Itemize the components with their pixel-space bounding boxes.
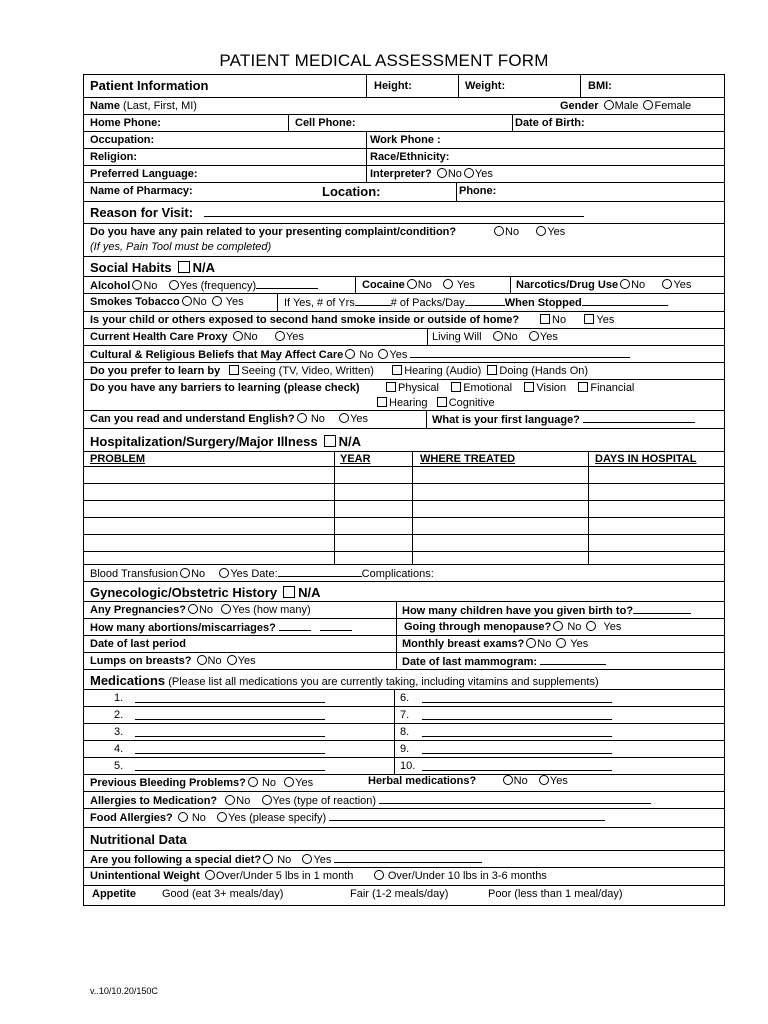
- mammogram-field[interactable]: Date of last mammogram:: [402, 655, 606, 668]
- hospital-table-row[interactable]: [84, 484, 724, 501]
- emotional-checkbox[interactable]: [451, 382, 461, 392]
- lumps-no-radio[interactable]: [197, 655, 207, 665]
- pharmacy-phone-field[interactable]: Phone:: [459, 185, 497, 197]
- transfusion-row: [84, 565, 724, 582]
- bleeding-yes-radio[interactable]: [284, 777, 294, 787]
- bleeding-field: Previous Bleeding Problems? No Yes: [90, 777, 314, 789]
- nutrition-header-row: [84, 828, 724, 851]
- tobacco-no-radio[interactable]: [182, 296, 192, 306]
- english-no-radio[interactable]: [297, 413, 307, 423]
- lumps-yes-radio[interactable]: [227, 655, 237, 665]
- second-hand-no-checkbox[interactable]: [540, 314, 550, 324]
- work-phone-field[interactable]: Work Phone :: [370, 134, 441, 146]
- hospital-table-row[interactable]: [84, 501, 724, 518]
- proxy-yes-radio[interactable]: [275, 331, 285, 341]
- diet-field: Are you following a special diet? No Yes: [90, 853, 482, 866]
- patient-info-header-row: [84, 75, 724, 98]
- interpreter-no-radio[interactable]: [437, 168, 447, 178]
- menopause-yes-radio[interactable]: [586, 621, 596, 631]
- financial-checkbox[interactable]: [578, 382, 588, 392]
- doing-checkbox[interactable]: [487, 365, 497, 375]
- english-field: Can you read and understand English? No Yes: [90, 413, 369, 425]
- bleeding-row: [84, 775, 724, 792]
- medication-input[interactable]: [135, 727, 325, 737]
- hospital-table-row[interactable]: [84, 467, 724, 484]
- proxy-no-radio[interactable]: [233, 331, 243, 341]
- cocaine-yes-radio[interactable]: [443, 279, 453, 289]
- medications-header-row: [84, 670, 724, 690]
- medication-row: [84, 758, 724, 775]
- cell-phone-field[interactable]: Cell Phone:: [295, 117, 356, 129]
- interpreter-yes-radio[interactable]: [464, 168, 474, 178]
- medication-number: 1.: [114, 692, 124, 704]
- dob-field[interactable]: Date of Birth:: [515, 117, 585, 129]
- tobacco-details[interactable]: If Yes, # of Yrs # of Packs/Day When Stopped: [284, 296, 668, 309]
- lumps-field: Lumps on breasts? No Yes: [90, 655, 256, 667]
- menopause-no-radio[interactable]: [553, 621, 563, 631]
- diet-row: [84, 851, 724, 868]
- english-row: [84, 411, 724, 429]
- second-hand-row: [84, 312, 724, 329]
- transfusion-yes-radio[interactable]: [219, 568, 229, 578]
- col-where-treated: WHERE TREATED: [420, 453, 516, 465]
- hospital-table-row[interactable]: [84, 518, 724, 535]
- reason-for-visit-input[interactable]: [204, 207, 584, 217]
- alcohol-yes-radio[interactable]: [169, 280, 179, 290]
- herbal-yes-radio[interactable]: [539, 775, 549, 785]
- alcohol-no-radio[interactable]: [132, 280, 142, 290]
- narcotics-no-radio[interactable]: [620, 279, 630, 289]
- living-will-no-radio[interactable]: [493, 331, 503, 341]
- breast-exams-no-radio[interactable]: [526, 638, 536, 648]
- col-days-in-hospital: DAYS IN HOSPITAL: [595, 453, 697, 465]
- last-period-field[interactable]: Date of last period: [90, 638, 186, 650]
- gyn-na-checkbox[interactable]: [283, 586, 295, 598]
- medication-input[interactable]: [422, 744, 612, 754]
- medication-input[interactable]: [422, 710, 612, 720]
- pain-note: (If yes, Pain Tool must be completed): [90, 241, 272, 253]
- barriers-options-2: Hearing Cognitive: [377, 397, 495, 409]
- vision-checkbox[interactable]: [524, 382, 534, 392]
- hospital-na-checkbox[interactable]: [324, 435, 336, 447]
- alcohol-row: [84, 277, 724, 294]
- hearing-audio-checkbox[interactable]: [392, 365, 402, 375]
- hospital-table-row[interactable]: [84, 552, 724, 565]
- abortions-row: [84, 619, 724, 636]
- barriers-question: Do you have any barriers to learning (please check): [90, 382, 360, 394]
- bmi-field[interactable]: BMI:: [588, 80, 612, 92]
- alcohol-field: Alcohol No Yes (frequency): [90, 279, 318, 292]
- medication-number: 4.: [114, 743, 124, 755]
- medication-number: 6.: [400, 692, 410, 704]
- tobacco-row: [84, 294, 724, 312]
- second-hand-question: Is your child or others exposed to second hand smoke inside or outside of home?: [90, 314, 520, 326]
- appetite-label: Appetite: [92, 888, 136, 900]
- col-problem: PROBLEM: [90, 453, 145, 465]
- pain-question: Do you have any pain related to your presenting complaint/condition?: [90, 226, 457, 238]
- name-field[interactable]: Name (Last, First, MI): [90, 100, 197, 112]
- cultural-field: Cultural & Religious Beliefs that May Affect Care No Yes: [90, 348, 630, 361]
- section-gynecologic: Gynecologic/Obstetric History N/A: [90, 585, 321, 600]
- allergies-med-yes-radio[interactable]: [262, 795, 272, 805]
- allergies-medication-field: Allergies to Medication? No Yes (type of reaction): [90, 794, 651, 807]
- interpreter-field: Interpreter? No Yes: [370, 168, 493, 180]
- weight-10lbs-radio[interactable]: [374, 870, 384, 880]
- medication-number: 7.: [400, 709, 410, 721]
- menopause-field: Going through menopause? No Yes: [404, 621, 622, 633]
- cocaine-no-radio[interactable]: [407, 279, 417, 289]
- medication-number: 9.: [400, 743, 410, 755]
- home-phone-field[interactable]: Home Phone:: [90, 117, 161, 129]
- barriers-options-1: Physical Emotional Vision Financial: [386, 382, 634, 394]
- gender-female-radio[interactable]: [643, 100, 653, 110]
- height-field[interactable]: Height:: [374, 80, 412, 92]
- living-will-yes-radio[interactable]: [529, 331, 539, 341]
- last-period-row: [84, 636, 724, 653]
- breast-exams-yes-radio[interactable]: [556, 638, 566, 648]
- medication-input[interactable]: [422, 693, 612, 703]
- name-row: [84, 98, 724, 115]
- tobacco-field: Smokes Tobacco No Yes: [90, 296, 244, 308]
- weight-5lbs-radio[interactable]: [205, 870, 215, 880]
- proxy-row: [84, 329, 724, 346]
- allergies-medication-row: [84, 792, 724, 809]
- transfusion-field: Blood Transfusion No Yes Date: Complications:: [90, 568, 434, 580]
- living-will-field: Living Will No Yes: [432, 331, 558, 343]
- assessment-form: [83, 74, 725, 906]
- medication-number: 3.: [114, 726, 124, 738]
- breast-exams-field: Monthly breast exams? No Yes: [402, 638, 589, 650]
- appetite-row: [84, 886, 724, 905]
- narcotics-field: Narcotics/Drug Use No Yes: [516, 279, 692, 291]
- gender-male-radio[interactable]: [604, 100, 614, 110]
- english-yes-radio[interactable]: [339, 413, 349, 423]
- abortions-field[interactable]: How many abortions/miscarriages?: [90, 621, 352, 634]
- proxy-field: Current Health Care Proxy No Yes: [90, 331, 304, 343]
- hearing-checkbox[interactable]: [377, 397, 387, 407]
- second-hand-options: No Yes: [540, 314, 614, 326]
- weight-change-field: Unintentional Weight Over/Under 5 lbs in 1 month Over/Under 10 lbs in 3-6 months: [90, 870, 547, 882]
- social-habits-header-row: [84, 257, 724, 277]
- bleeding-no-radio[interactable]: [248, 777, 258, 787]
- hospitalization-header-row: [84, 429, 724, 451]
- section-nutritional-data: Nutritional Data: [90, 832, 187, 847]
- medication-input[interactable]: [422, 761, 612, 771]
- medication-row: [84, 690, 724, 707]
- cognitive-checkbox[interactable]: [437, 397, 447, 407]
- weight-change-row: [84, 868, 724, 886]
- gynecologic-header-row: [84, 582, 724, 602]
- food-allergies-no-radio[interactable]: [178, 812, 188, 822]
- pain-row: [84, 224, 724, 257]
- learn-preference-field: Do you prefer to learn by Seeing (TV, Video, Written) Hearing (Audio) Doing (Hands On): [90, 365, 589, 377]
- occupation-row: [84, 132, 724, 149]
- medication-number: 8.: [400, 726, 410, 738]
- food-allergies-row: [84, 809, 724, 828]
- seeing-checkbox[interactable]: [229, 365, 239, 375]
- medication-input[interactable]: [422, 727, 612, 737]
- religion-row: [84, 149, 724, 166]
- transfusion-no-radio[interactable]: [180, 568, 190, 578]
- lumps-row: [84, 653, 724, 670]
- religion-field[interactable]: Religion:: [90, 151, 138, 163]
- medication-row: [84, 741, 724, 758]
- medication-input[interactable]: [135, 710, 325, 720]
- medication-input[interactable]: [135, 761, 325, 771]
- medication-row: [84, 724, 724, 741]
- cultural-yes-radio[interactable]: [378, 349, 388, 359]
- cultural-no-radio[interactable]: [345, 349, 355, 359]
- medication-row: [84, 707, 724, 724]
- second-hand-yes-checkbox[interactable]: [584, 314, 594, 324]
- medication-number: 10.: [400, 760, 416, 772]
- children-field[interactable]: How many children have you given birth to?: [402, 604, 691, 617]
- hospital-table-row[interactable]: [84, 535, 724, 552]
- pregnancies-yes-radio[interactable]: [221, 604, 231, 614]
- medication-input[interactable]: [135, 744, 325, 754]
- social-na-checkbox[interactable]: [178, 261, 190, 273]
- pregnancies-no-radio[interactable]: [188, 604, 198, 614]
- form-title: PATIENT MEDICAL ASSESSMENT FORM: [219, 51, 549, 70]
- occupation-field[interactable]: Occupation:: [90, 134, 155, 146]
- barriers-row: [84, 380, 724, 411]
- tobacco-yes-radio[interactable]: [212, 296, 222, 306]
- language-field[interactable]: Preferred Language:: [90, 168, 198, 180]
- first-language-field[interactable]: What is your first language?: [432, 413, 695, 426]
- medication-number: 5.: [114, 760, 124, 772]
- medication-input[interactable]: [135, 693, 325, 703]
- section-patient-information: Patient Information: [90, 78, 209, 93]
- food-allergies-field: Food Allergies? No Yes (please specify): [90, 811, 605, 824]
- section-hospitalization: Hospitalization/Surgery/Major Illness N/A: [90, 434, 361, 449]
- reason-row: [84, 202, 724, 224]
- herbal-field: Herbal medications? No Yes: [368, 775, 568, 787]
- pain-no-radio[interactable]: [494, 226, 504, 236]
- pregnancies-row: [84, 602, 724, 619]
- physical-checkbox[interactable]: [386, 382, 396, 392]
- pharmacy-field[interactable]: Name of Pharmacy:: [90, 185, 193, 197]
- weight-field[interactable]: Weight:: [465, 80, 506, 92]
- pain-yes-radio[interactable]: [536, 226, 546, 236]
- race-field[interactable]: Race/Ethnicity:: [370, 151, 450, 163]
- cocaine-field: Cocaine No Yes: [362, 279, 475, 291]
- section-social-habits: Social Habits N/A: [90, 260, 216, 275]
- version-footer: v..10/10.20/150C: [90, 986, 158, 996]
- pregnancies-field: Any Pregnancies? No Yes (how many): [90, 604, 311, 616]
- section-medications: Medications (Please list all medications you are currently taking, including vitamins and supplements): [90, 673, 599, 688]
- pharmacy-row: [84, 183, 724, 202]
- phone-row: [84, 115, 724, 132]
- learn-preference-row: [84, 363, 724, 380]
- location-field[interactable]: Location:: [322, 184, 381, 199]
- col-year: YEAR: [340, 453, 371, 465]
- herbal-no-radio[interactable]: [503, 775, 513, 785]
- appetite-poor-option[interactable]: Poor (less than 1 meal/day): [488, 888, 623, 900]
- pain-options: No Yes: [492, 226, 565, 238]
- allergies-med-no-radio[interactable]: [225, 795, 235, 805]
- appetite-good-option[interactable]: Good (eat 3+ meals/day): [162, 888, 284, 900]
- gender-field: Gender Male Female: [560, 100, 692, 112]
- hospital-table-header: [84, 451, 724, 467]
- diet-yes-radio[interactable]: [302, 854, 312, 864]
- medication-number: 2.: [114, 709, 124, 721]
- appetite-fair-option[interactable]: Fair (1-2 meals/day): [350, 888, 449, 900]
- cultural-row: [84, 346, 724, 363]
- language-row: [84, 166, 724, 183]
- food-allergies-yes-radio[interactable]: [217, 812, 227, 822]
- reason-for-visit-label: Reason for Visit:: [90, 205, 194, 220]
- diet-no-radio[interactable]: [263, 854, 273, 864]
- narcotics-yes-radio[interactable]: [662, 279, 672, 289]
